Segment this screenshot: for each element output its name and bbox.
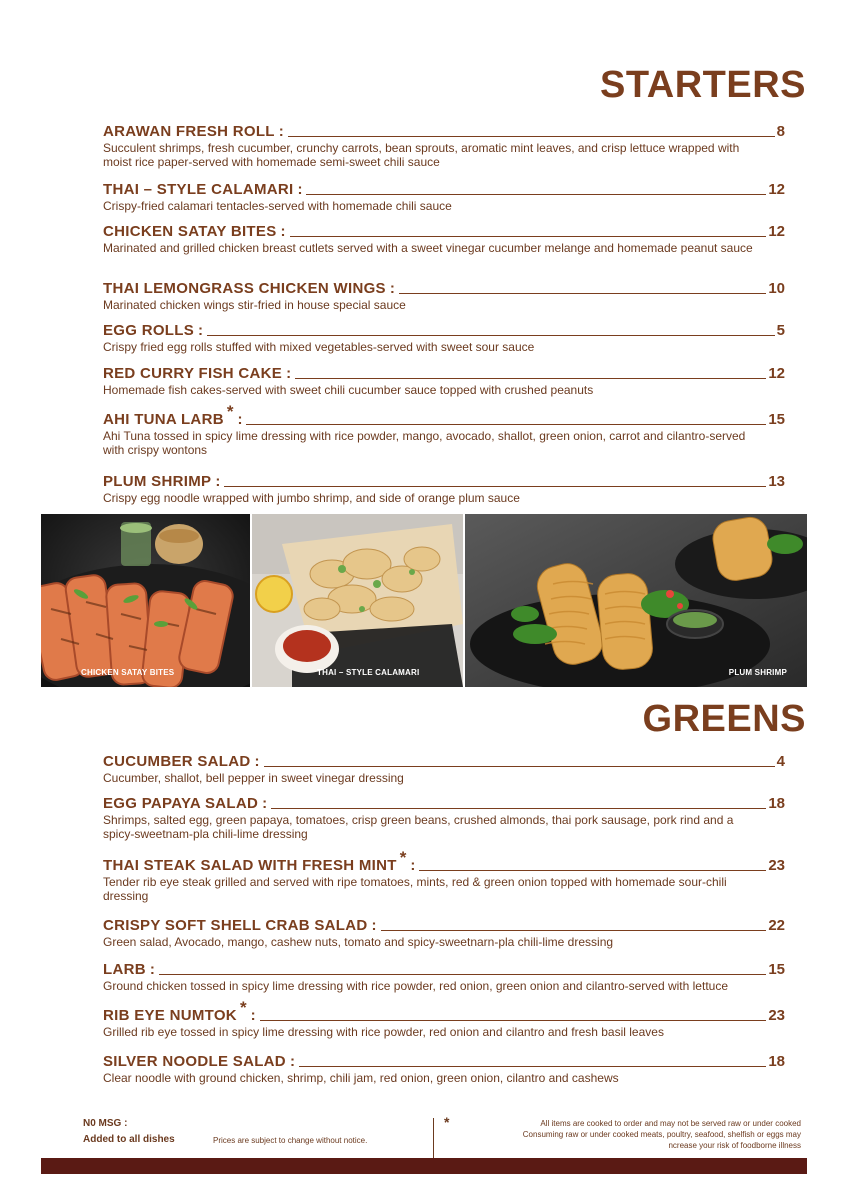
menu-item-price: 23 xyxy=(768,1007,785,1024)
menu-item xyxy=(103,848,785,903)
menu-item xyxy=(103,222,785,255)
leader-line xyxy=(399,293,766,294)
asterisk-icon: * xyxy=(239,998,247,1017)
menu-item-price: 10 xyxy=(768,280,785,297)
menu-item-line xyxy=(103,960,785,978)
menu-item-colon: : xyxy=(250,1007,256,1024)
asterisk-icon: * xyxy=(399,848,407,867)
menu-item xyxy=(103,279,785,312)
menu-item-description: Ground chicken tossed in spicy lime dressing with rice powder, red onion, green onion and cilantro-served with lettuce xyxy=(103,979,728,993)
menu-item-description: Succulent shrimps, fresh cucumber, crunchy carrots, bean sprouts, aromatic mint leaves, and crisp lettuce wrapped with moist rice paper-served with homemade semi-sweet chili sauce xyxy=(103,141,740,169)
menu-item xyxy=(103,998,785,1039)
menu-item-name: EGG PAPAYA SALAD xyxy=(103,795,259,812)
menu-item-line xyxy=(103,279,785,297)
menu-item-description: Crispy fried egg rolls stuffed with mixed vegetables-served with sweet sour sauce xyxy=(103,340,535,354)
menu-item-name: RIB EYE NUMTOK xyxy=(103,1007,237,1024)
menu-item-colon: : xyxy=(254,753,260,770)
menu-item-name: THAI LEMONGRASS CHICKEN WINGS xyxy=(103,280,386,297)
menu-item-name: THAI STEAK SALAD WITH FRESH MINT xyxy=(103,857,397,874)
menu-item-line xyxy=(103,364,785,382)
leader-line xyxy=(260,1020,767,1021)
menu-item-price: 8 xyxy=(776,123,785,140)
menu-item-description: Marinated and grilled chicken breast cutlets served with a sweet vinegar cucumber melange and homemade peanut sauce xyxy=(103,241,753,255)
menu-item-colon: : xyxy=(289,1053,295,1070)
menu-item-price: 23 xyxy=(768,857,785,874)
menu-item xyxy=(103,402,785,457)
menu-item-colon: : xyxy=(410,857,416,874)
menu-item-price: 12 xyxy=(768,223,785,240)
menu-item-name: EGG ROLLS xyxy=(103,322,195,339)
leader-line xyxy=(299,1066,766,1067)
menu-item-line xyxy=(103,122,785,140)
asterisk-icon: * xyxy=(444,1114,450,1130)
menu-item xyxy=(103,122,785,169)
menu-item xyxy=(103,321,785,354)
menu-item-colon: : xyxy=(389,280,395,297)
menu-item-description: Grilled rib eye tossed in spicy lime dressing with rice powder, red onion and cilantro and fresh basil leaves xyxy=(103,1025,664,1039)
menu-item-description: Clear noodle with ground chicken, shrimp, chili jam, red onion, green onion, cilantro and cashews xyxy=(103,1071,619,1085)
disclaimer-line-1: All items are cooked to order and may not be served raw or under cooked xyxy=(540,1119,801,1128)
menu-item-colon: : xyxy=(237,411,243,428)
leader-line xyxy=(207,335,775,336)
leader-line xyxy=(264,766,775,767)
menu-item-colon: : xyxy=(371,917,377,934)
menu-item-description: Cucumber, shallot, bell pepper in sweet vinegar dressing xyxy=(103,771,404,785)
menu-item-colon: : xyxy=(297,181,303,198)
menu-item-description: Crispy-fried calamari tentacles-served with homemade chili sauce xyxy=(103,199,452,213)
greens-heading: GREENS xyxy=(642,698,806,740)
leader-line xyxy=(224,486,766,487)
menu-item-description: Homemade fish cakes-served with sweet chili cucumber sauce topped with crushed peanuts xyxy=(103,383,594,397)
menu-item-line xyxy=(103,472,785,490)
menu-item-name: AHI TUNA LARB xyxy=(103,411,224,428)
asterisk-icon: * xyxy=(226,402,234,421)
leader-line xyxy=(159,974,766,975)
disclaimer-line-3: ncrease your risk of foodborne illness xyxy=(668,1141,801,1150)
photo-strip xyxy=(41,514,807,687)
leader-line xyxy=(271,808,766,809)
menu-item xyxy=(103,960,785,993)
leader-line xyxy=(306,194,766,195)
menu-item-description: Tender rib eye steak grilled and served with ripe tomatoes, mints, red & green onion topped with homemade sour-chili dressing xyxy=(103,875,727,903)
menu-item-line xyxy=(103,402,785,428)
menu-item-line xyxy=(103,794,785,812)
menu-item-colon: : xyxy=(286,365,292,382)
calamari-photo xyxy=(252,514,463,687)
menu-item-colon: : xyxy=(198,322,204,339)
menu-item-line xyxy=(103,916,785,934)
menu-item-line xyxy=(103,998,785,1024)
menu-item-name: CHICKEN SATAY BITES xyxy=(103,223,277,240)
leader-line xyxy=(288,136,775,137)
footer xyxy=(41,1116,807,1158)
menu-item xyxy=(103,752,785,785)
menu-item xyxy=(103,472,785,505)
menu-item xyxy=(103,794,785,841)
menu-item-price: 12 xyxy=(768,181,785,198)
starters-heading: STARTERS xyxy=(600,64,806,106)
menu-item-colon: : xyxy=(280,223,286,240)
menu-item-price: 15 xyxy=(768,961,785,978)
menu-item-name: CUCUMBER SALAD xyxy=(103,753,251,770)
menu-item-line xyxy=(103,1052,785,1070)
menu-item-colon: : xyxy=(262,795,268,812)
menu-item-colon: : xyxy=(278,123,284,140)
menu-item-line xyxy=(103,752,785,770)
leader-line xyxy=(381,930,767,931)
menu-item-line xyxy=(103,321,785,339)
leader-line xyxy=(295,378,766,379)
menu-item-price: 4 xyxy=(776,753,785,770)
price-note: Prices are subject to change without notice. xyxy=(213,1136,368,1145)
menu-item xyxy=(103,364,785,397)
menu-item-colon: : xyxy=(149,961,155,978)
menu-item-description: Crispy egg noodle wrapped with jumbo shrimp, and side of orange plum sauce xyxy=(103,491,520,505)
menu-item-price: 22 xyxy=(768,917,785,934)
leader-line xyxy=(290,236,767,237)
menu-item-price: 18 xyxy=(768,1053,785,1070)
menu-item-line xyxy=(103,180,785,198)
menu-item-description: Marinated chicken wings stir-fried in house special sauce xyxy=(103,298,406,312)
menu-item xyxy=(103,180,785,213)
plum-shrimp-photo xyxy=(465,514,807,687)
menu-item xyxy=(103,1052,785,1085)
menu-item-name: SILVER NOODLE SALAD xyxy=(103,1053,286,1070)
leader-line xyxy=(246,424,766,425)
raw-food-disclaimer xyxy=(523,1118,801,1151)
menu-item-name: CRISPY SOFT SHELL CRAB SALAD xyxy=(103,917,368,934)
menu-item-price: 15 xyxy=(768,411,785,428)
menu-item-name: PLUM SHRIMP xyxy=(103,473,212,490)
menu-item-description: Ahi Tuna tossed in spicy lime dressing with rice powder, mango, avocado, shallot, green onion, carrot and cilantro-served with crispy wontons xyxy=(103,429,746,457)
menu-item-line xyxy=(103,848,785,874)
no-msg-label: N0 MSG : xyxy=(83,1118,128,1129)
disclaimer-line-2: Consuming raw or under cooked meats, poultry, seafood, shelfish or eggs may xyxy=(522,1130,801,1139)
menu-item-price: 12 xyxy=(768,365,785,382)
menu-item xyxy=(103,916,785,949)
menu-item-colon: : xyxy=(215,473,221,490)
menu-item-price: 18 xyxy=(768,795,785,812)
no-msg-detail: Added to all dishes xyxy=(83,1134,175,1145)
photo-caption: THAI – STYLE CALAMARI xyxy=(317,668,420,677)
menu-item-line xyxy=(103,222,785,240)
menu-item-name: ARAWAN FRESH ROLL xyxy=(103,123,275,140)
menu-item-price: 5 xyxy=(776,322,785,339)
menu-item-description: Shrimps, salted egg, green papaya, tomatoes, crisp green beans, crushed almonds, thai pork sausage, pork rind and a spicy-sweetnam-pla chili-lime dressing xyxy=(103,813,734,841)
leader-line xyxy=(419,870,766,871)
chicken-satay-photo xyxy=(41,514,250,687)
menu-item-description: Green salad, Avocado, mango, cashew nuts, tomato and spicy-sweetnarn-pla chili-lime dressing xyxy=(103,935,614,949)
menu-item-name: LARB xyxy=(103,961,146,978)
photo-caption: CHICKEN SATAY BITES xyxy=(81,668,175,677)
footer-divider xyxy=(433,1118,434,1158)
menu-item-name: THAI – STYLE CALAMARI xyxy=(103,181,294,198)
menu-item-name: RED CURRY FISH CAKE xyxy=(103,365,283,382)
photo-caption: PLUM SHRIMP xyxy=(728,668,787,677)
menu-item-price: 13 xyxy=(768,473,785,490)
bottom-bar xyxy=(41,1158,807,1174)
